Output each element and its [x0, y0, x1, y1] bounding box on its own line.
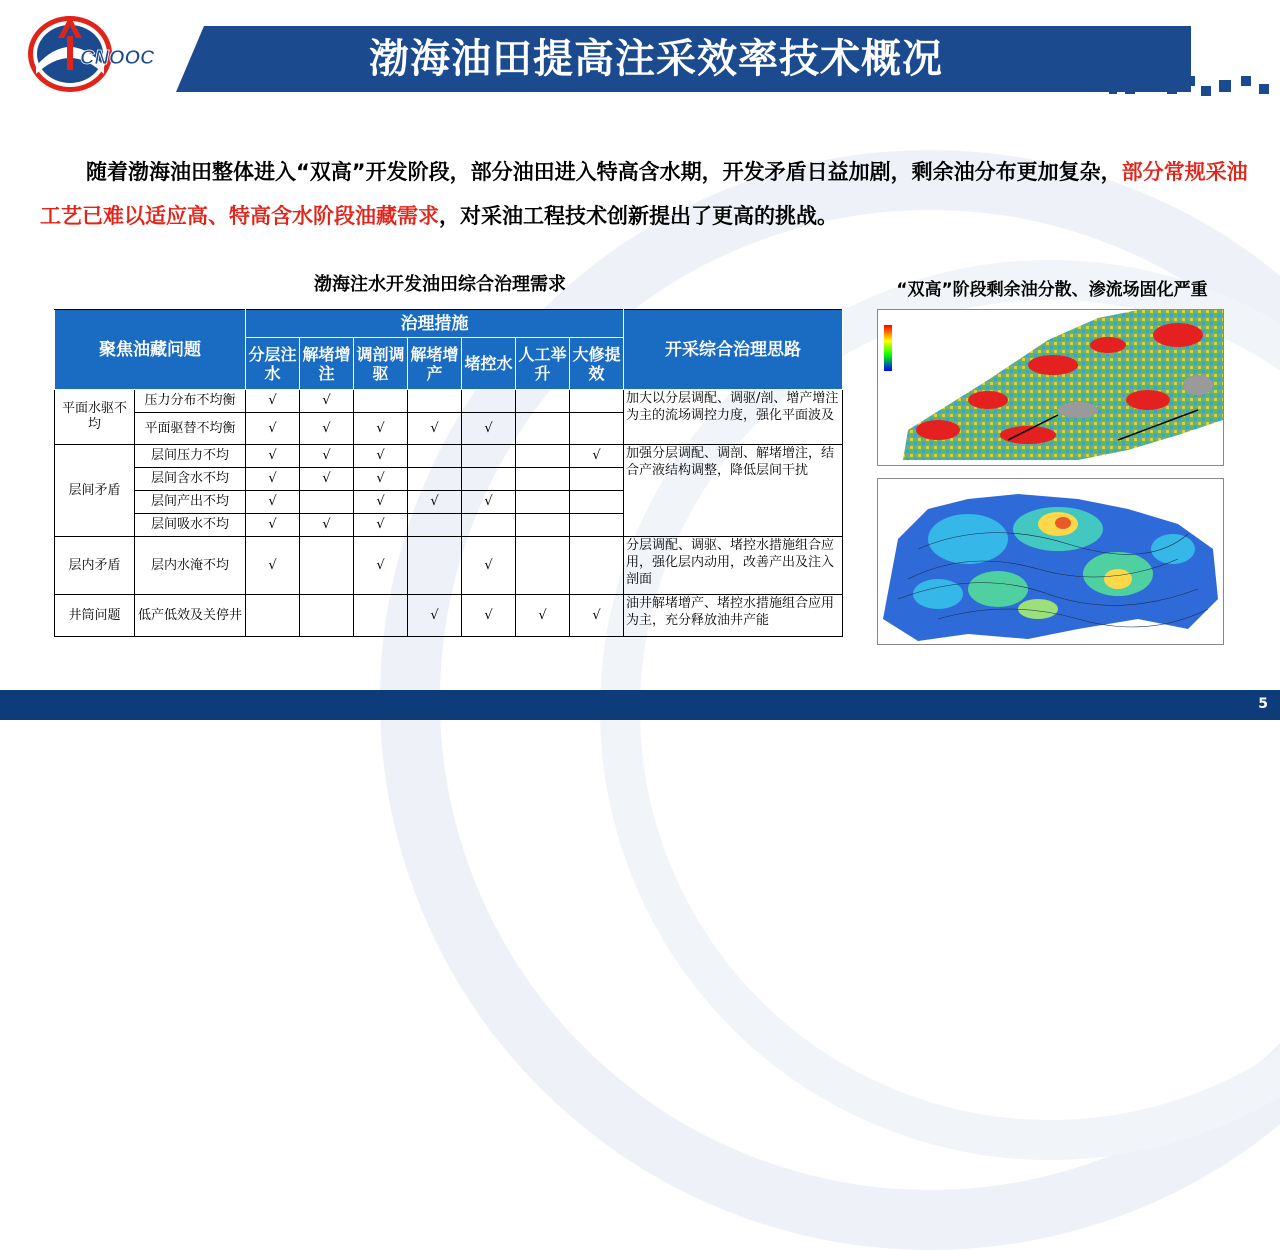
measure-mark-cell: √	[462, 595, 516, 637]
approach-cell: 加大以分层调配、调驱/剖、增产增注为主的流场调控力度，强化平面波及	[624, 390, 843, 445]
measure-mark-cell	[408, 514, 462, 537]
measure-mark-cell: √	[246, 468, 300, 491]
measure-mark-cell	[462, 390, 516, 413]
measure-mark-cell: √	[246, 445, 300, 468]
measure-header: 解堵增产	[408, 338, 462, 390]
measure-mark-cell: √	[354, 468, 408, 491]
group-name-cell: 平面水驱不均	[55, 390, 135, 445]
measure-mark-cell: √	[408, 491, 462, 514]
measure-mark-cell: √	[246, 413, 300, 445]
color-scale-bar	[884, 325, 892, 371]
measure-mark-cell	[246, 595, 300, 637]
measure-mark-cell: √	[408, 413, 462, 445]
measure-header: 分层注水	[246, 338, 300, 390]
measure-mark-cell	[462, 445, 516, 468]
measure-mark-cell: √	[354, 537, 408, 595]
measure-mark-cell	[354, 390, 408, 413]
residual-oil-distribution-map	[877, 309, 1224, 466]
measure-mark-cell: √	[462, 537, 516, 595]
issue-cell: 平面驱替不均衡	[135, 413, 246, 445]
header-measures: 治理措施	[246, 310, 624, 338]
measure-mark-cell	[408, 390, 462, 413]
measure-mark-cell: √	[408, 595, 462, 637]
issue-cell: 层间含水不均	[135, 468, 246, 491]
measure-mark-cell	[570, 537, 624, 595]
intro-text-2: ，对采油工程技术创新提出了更高的挑战。	[439, 204, 838, 228]
measure-mark-cell: √	[300, 390, 354, 413]
group-name-cell: 层间矛盾	[55, 445, 135, 537]
measure-mark-cell: √	[570, 595, 624, 637]
measure-mark-cell	[570, 390, 624, 413]
intro-text-1: 随着渤海油田整体进入“双高”开发阶段，部分油田进入特高含水期，开发矛盾日益加剧，剩余油分布更加复杂，	[86, 160, 1122, 184]
issue-cell: 层间吸水不均	[135, 514, 246, 537]
pixel-decoration	[1105, 28, 1275, 96]
issue-cell: 低产低效及关停井	[135, 595, 246, 637]
measure-header: 大修提效	[570, 338, 624, 390]
table-title: 渤海注水开发油田综合治理需求	[314, 274, 566, 295]
governance-requirements-table	[54, 309, 843, 637]
side-figure-title: “双高”阶段剩余油分散、渗流场固化严重	[896, 280, 1208, 300]
measure-mark-cell	[408, 537, 462, 595]
measure-header: 解堵增注	[300, 338, 354, 390]
measure-mark-cell	[516, 413, 570, 445]
measure-header: 调剖调驱	[354, 338, 408, 390]
approach-cell: 加强分层调配、调剖、解堵增注，结合产液结构调整，降低层间干扰	[624, 445, 843, 537]
measure-mark-cell	[516, 468, 570, 491]
measure-mark-cell: √	[246, 390, 300, 413]
measure-mark-cell	[408, 468, 462, 491]
table-row	[55, 390, 843, 413]
measure-mark-cell	[354, 595, 408, 637]
measure-mark-cell	[570, 413, 624, 445]
page-number: 5	[1258, 696, 1268, 712]
measure-mark-cell	[516, 537, 570, 595]
measure-mark-cell: √	[354, 445, 408, 468]
measure-header: 人工举升	[516, 338, 570, 390]
measure-mark-cell	[570, 514, 624, 537]
measure-mark-cell	[516, 445, 570, 468]
measure-mark-cell	[516, 514, 570, 537]
measure-mark-cell	[300, 595, 354, 637]
measure-mark-cell	[300, 537, 354, 595]
footer-bar	[0, 690, 1280, 720]
measure-mark-cell: √	[516, 595, 570, 637]
measure-mark-cell: √	[300, 514, 354, 537]
table-row	[55, 445, 843, 468]
measure-mark-cell: √	[246, 491, 300, 514]
header-approach: 开采综合治理思路	[624, 310, 843, 390]
measure-header: 堵控水	[462, 338, 516, 390]
measure-mark-cell: √	[354, 491, 408, 514]
measure-mark-cell	[408, 445, 462, 468]
measure-mark-cell: √	[300, 468, 354, 491]
measure-mark-cell: √	[462, 413, 516, 445]
issue-cell: 压力分布不均衡	[135, 390, 246, 413]
measure-mark-cell: √	[354, 514, 408, 537]
measure-mark-cell	[516, 491, 570, 514]
measure-mark-cell	[462, 514, 516, 537]
table-body	[55, 390, 843, 637]
measure-mark-cell: √	[570, 445, 624, 468]
measure-mark-cell: √	[462, 491, 516, 514]
table-row	[55, 537, 843, 595]
measure-mark-cell: √	[300, 413, 354, 445]
page-title: 渤海油田提高注采效率技术概况	[369, 36, 943, 82]
measure-mark-cell: √	[300, 445, 354, 468]
approach-cell: 分层调配、调驱、堵控水措施组合应用，强化层内动用，改善产出及注入剖面	[624, 537, 843, 595]
issue-cell: 层间压力不均	[135, 445, 246, 468]
measure-mark-cell: √	[354, 413, 408, 445]
approach-cell: 油井解堵增产、堵控水措施组合应用为主，充分释放油井产能	[624, 595, 843, 637]
issue-cell: 层内水淹不均	[135, 537, 246, 595]
intro-highlight: 部分常规采油工艺已难以适应高、特高含水阶段油藏需求	[40, 160, 1248, 228]
measure-mark-cell: √	[246, 514, 300, 537]
measure-mark-cell: √	[246, 537, 300, 595]
table-row	[55, 595, 843, 637]
header-focus-issues: 聚焦油藏问题	[55, 310, 246, 390]
measure-mark-cell	[462, 468, 516, 491]
group-name-cell: 井筒问题	[55, 595, 135, 637]
cnooc-logo	[22, 8, 162, 100]
measure-mark-cell	[300, 491, 354, 514]
measure-mark-cell	[570, 491, 624, 514]
measure-mark-cell	[516, 390, 570, 413]
group-name-cell: 层内矛盾	[55, 537, 135, 595]
seepage-field-contour-map	[877, 478, 1224, 645]
issue-cell: 层间产出不均	[135, 491, 246, 514]
logo-text: CNOOC	[80, 47, 155, 69]
intro-paragraph	[40, 150, 1255, 238]
measure-mark-cell	[570, 468, 624, 491]
